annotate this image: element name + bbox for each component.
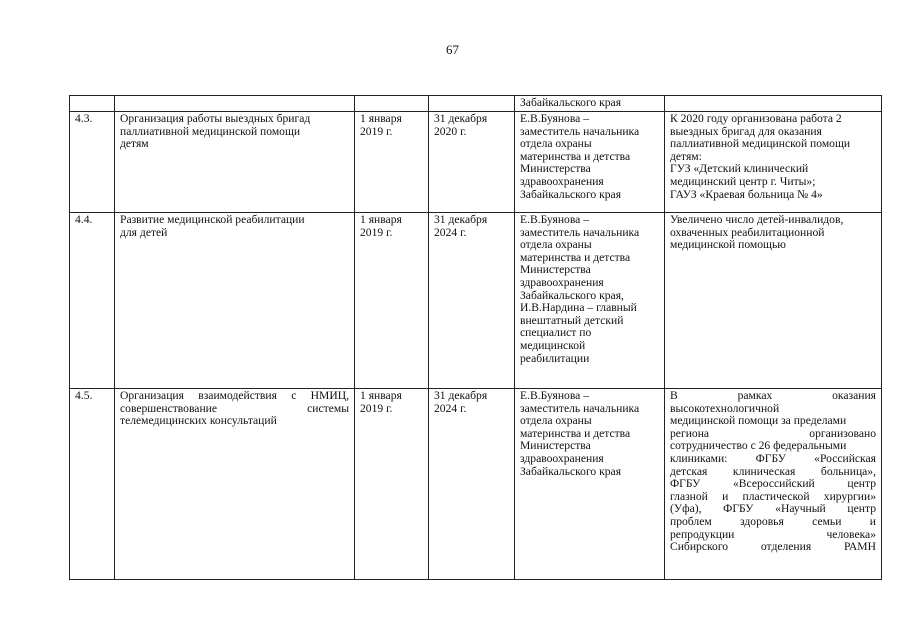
start-date-line: 2019 г. [360, 124, 393, 138]
result-line: В рамках оказания [670, 389, 876, 402]
result-cell [665, 112, 882, 213]
responsible-line: Министерства [520, 263, 591, 277]
activity-cell [115, 213, 355, 389]
start-date-line: 2019 г. [360, 225, 393, 239]
row-number-cell: 4.5. [70, 389, 115, 580]
result-line: детям: [670, 149, 702, 163]
responsible-cell [515, 389, 665, 580]
responsible-line: специалист по [520, 326, 592, 340]
responsible-line: здравоохранения [520, 451, 604, 465]
activity-line: детям [120, 137, 149, 151]
activity-line: Организация работы выездных бригад [120, 112, 311, 125]
responsible-line: заместитель начальника [520, 124, 640, 138]
plan-table [69, 95, 882, 580]
start-date-line: 1 января [360, 389, 402, 402]
result-line: высокотехнологичной [670, 401, 780, 415]
responsible-line: Е.В.Буянова – [520, 389, 589, 402]
result-line: ГАУЗ «Краевая больница № 4» [670, 187, 823, 201]
end-date-line: 31 декабря [434, 213, 488, 226]
end-date-line: 2024 г. [434, 225, 467, 239]
responsible-line: материнства и детства [520, 149, 631, 163]
result-line: региона организовано [670, 426, 876, 440]
activity-line: совершенствование системы [120, 401, 349, 415]
activity-line: Развитие медицинской реабилитации [120, 213, 305, 226]
responsible-cell [515, 96, 665, 112]
end-date-cell [429, 213, 515, 389]
responsible-line: материнства и детства [520, 250, 631, 264]
start-date-line: 1 января [360, 213, 402, 226]
responsible-line: И.В.Нардина – главный [520, 301, 637, 315]
responsible-line: Министерства [520, 162, 591, 176]
result-cell [665, 96, 882, 112]
result-line: медицинской помощи за пределами [670, 414, 847, 428]
responsible-line: отдела охраны [520, 414, 592, 428]
page-number: 67 [446, 42, 459, 57]
start-date-cell [355, 213, 429, 389]
responsible-cell [515, 112, 665, 213]
result-line: проблем здоровья семьи и [670, 514, 876, 528]
responsible-line: здравоохранения [520, 275, 604, 289]
start-date-line: 2019 г. [360, 401, 393, 415]
result-cell [665, 213, 882, 389]
result-line: сотрудничество с 26 федеральными [670, 439, 847, 453]
responsible-line: Забайкальского края, [520, 288, 624, 302]
activity-line: паллиативной медицинской помощи [120, 124, 301, 138]
start-date-cell [355, 96, 429, 112]
result-line: ГУЗ «Детский клинический [670, 162, 809, 176]
responsible-line: заместитель начальника [520, 225, 640, 239]
responsible-line: отдела охраны [520, 137, 592, 151]
responsible-line: Е.В.Буянова – [520, 213, 589, 226]
start-date-line: 1 января [360, 112, 402, 125]
row-number-cell: 4.4. [70, 213, 115, 389]
end-date-line: 31 декабря [434, 112, 488, 125]
table-row [70, 96, 882, 112]
table-row [70, 213, 882, 389]
responsible-line: внештатный детский [520, 313, 624, 327]
end-date-line: 31 декабря [434, 389, 488, 402]
activity-line: для детей [120, 225, 168, 239]
responsible-line: медицинской [520, 338, 586, 352]
responsible-line: Забайкальского края [520, 187, 622, 201]
end-date-cell [429, 96, 515, 112]
responsible-line: материнства и детства [520, 426, 631, 440]
start-date-cell [355, 389, 429, 580]
result-line: охваченных реабилитационной [670, 225, 825, 239]
activity-cell [115, 96, 355, 112]
row-number-cell: 4.3. [70, 112, 115, 213]
activity-cell [115, 112, 355, 213]
result-line: детская клиническая больница», [670, 464, 876, 478]
table-row [70, 112, 882, 213]
activity-cell [115, 389, 355, 580]
start-date-cell [355, 112, 429, 213]
responsible-line: реабилитации [520, 351, 590, 365]
table-row [70, 389, 882, 580]
result-line: выездных бригад для оказания [670, 124, 822, 138]
activity-line: телемедицинских консультаций [120, 414, 277, 428]
result-line: глазной и пластической хирургии» [670, 489, 876, 503]
end-date-cell [429, 389, 515, 580]
responsible-line: Забайкальского края [520, 464, 622, 478]
row-number-cell [70, 96, 115, 112]
result-line: К 2020 году организована работа 2 [670, 112, 842, 125]
responsible-line: Министерства [520, 439, 591, 453]
result-cell [665, 389, 882, 580]
result-line: (Уфа), ФГБУ «Научный центр [670, 502, 876, 516]
result-line: Сибирского отделения РАМН [670, 540, 876, 554]
result-line: ФГБУ «Всероссийский центр [670, 477, 876, 491]
responsible-line: заместитель начальника [520, 401, 640, 415]
result-line: медицинский центр г. Читы»; [670, 174, 816, 188]
responsible-line: Забайкальского края [520, 96, 622, 109]
end-date-cell [429, 112, 515, 213]
result-line: медицинской помощью [670, 238, 786, 252]
responsible-line: здравоохранения [520, 174, 604, 188]
result-line: паллиативной медицинской помощи [670, 137, 851, 151]
responsible-line: отдела охраны [520, 238, 592, 252]
responsible-cell [515, 213, 665, 389]
result-line: Увеличено число детей-инвалидов, [670, 213, 844, 226]
result-line: репродукции человека» [670, 527, 876, 541]
responsible-line: Е.В.Буянова – [520, 112, 589, 125]
activity-line: Организация взаимодействия с НМИЦ, [120, 389, 349, 402]
end-date-line: 2024 г. [434, 401, 467, 415]
result-line: клиниками: ФГБУ «Российская [670, 451, 876, 465]
end-date-line: 2020 г. [434, 124, 467, 138]
